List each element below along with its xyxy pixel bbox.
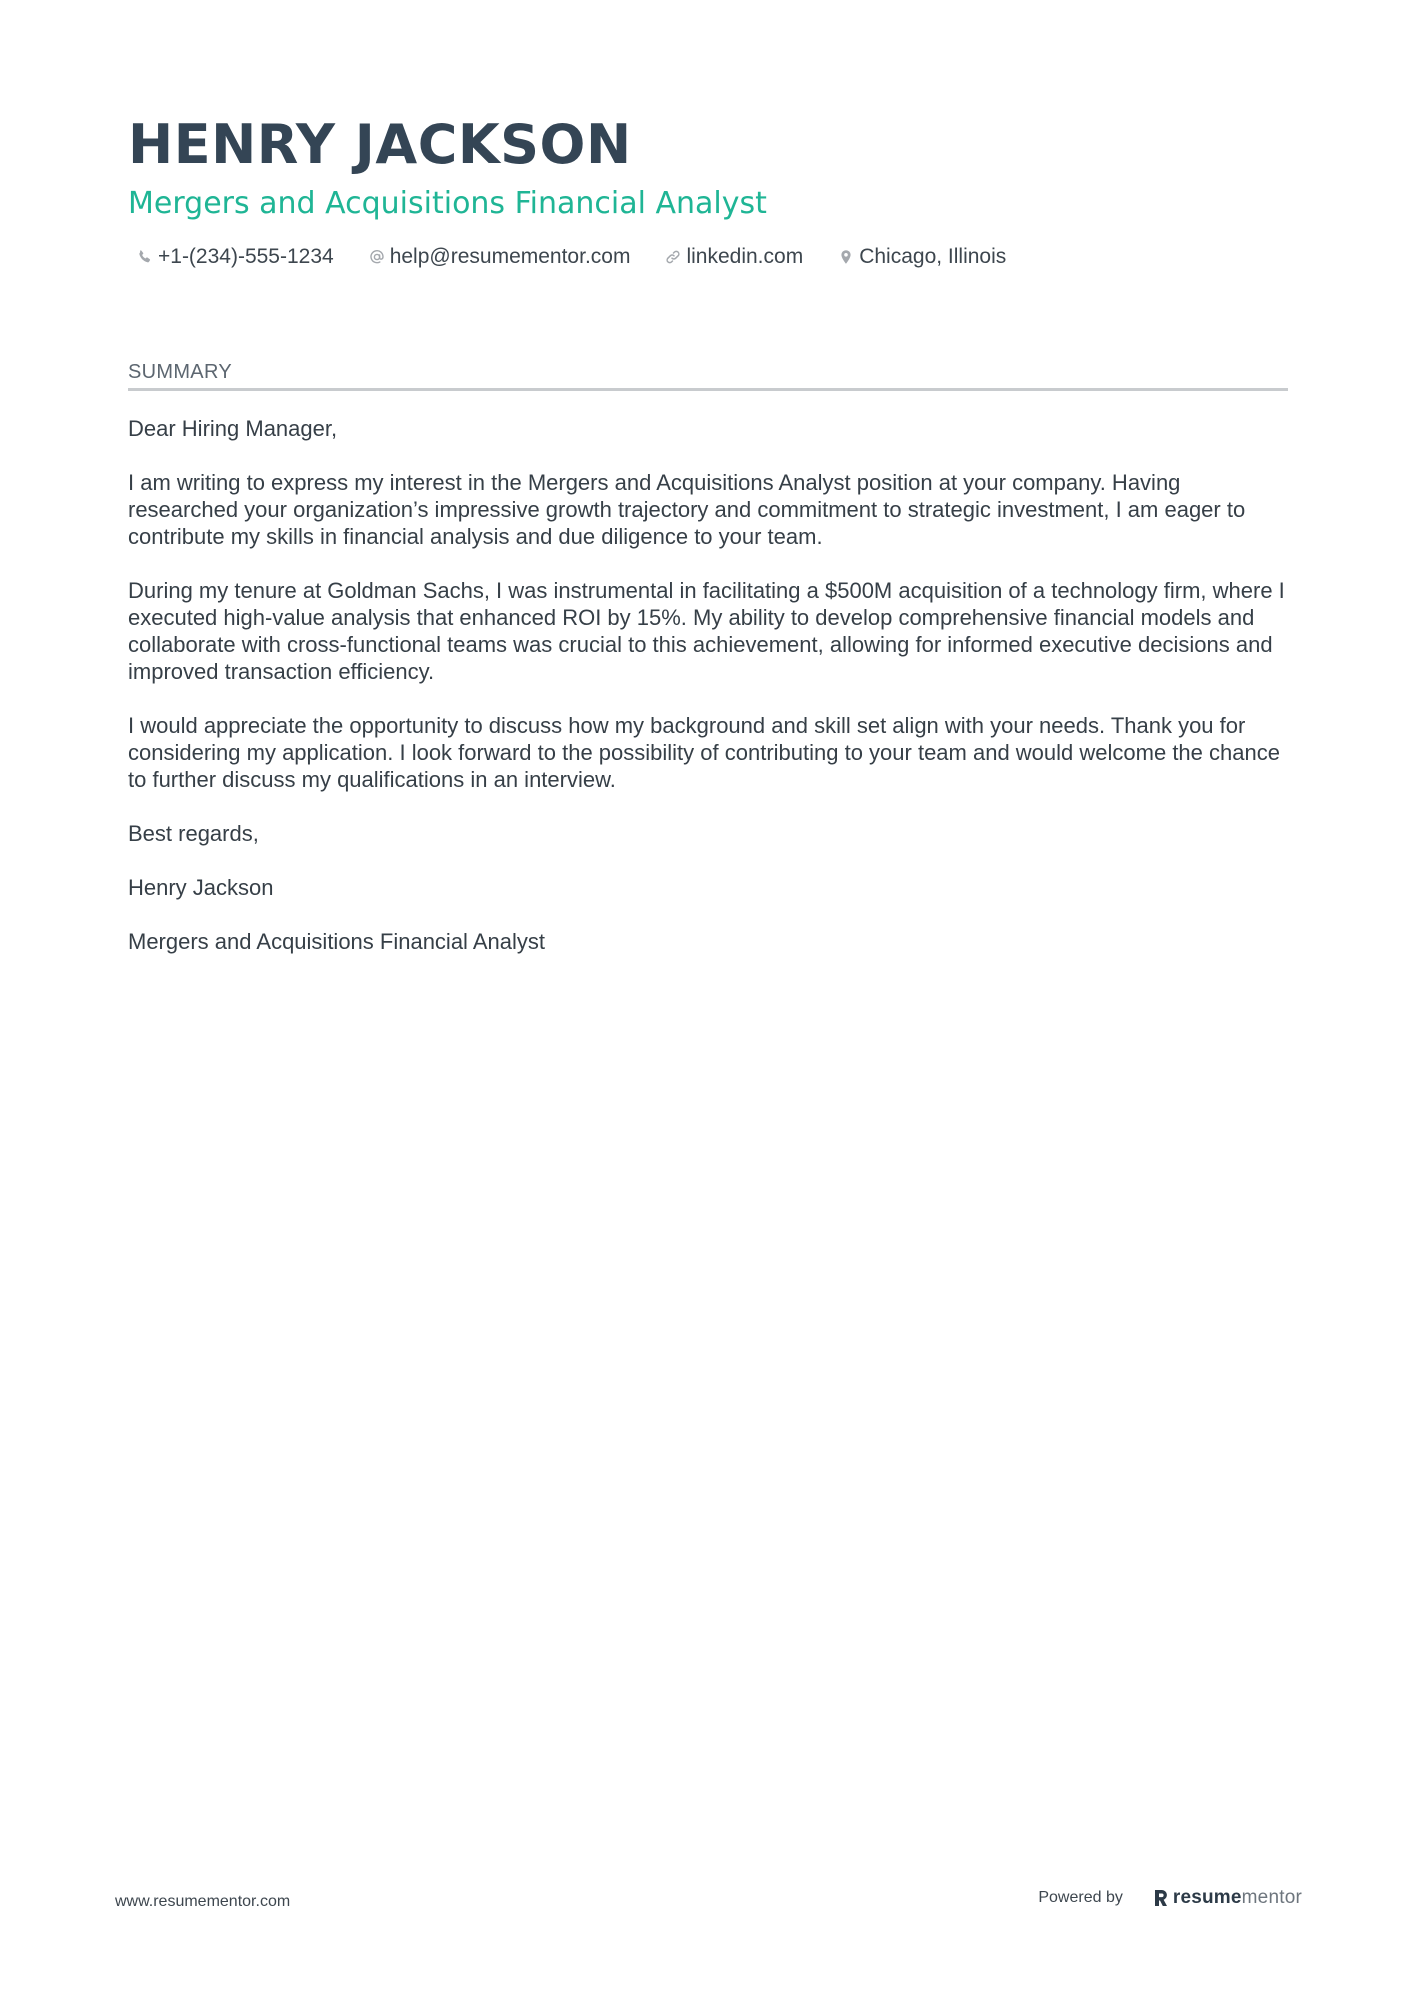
- header: [128, 112, 1288, 272]
- closing: Best regards,: [128, 821, 259, 846]
- brand-logo[interactable]: [1153, 1887, 1302, 1909]
- phone-text: +1-(234)-555-1234: [158, 245, 334, 268]
- at-icon: [368, 248, 386, 266]
- contact-list: [128, 242, 1288, 272]
- contact-location: [829, 245, 1006, 269]
- contact-email: [360, 245, 631, 269]
- footer-branding: [1038, 1887, 1302, 1909]
- link-icon: [664, 248, 682, 266]
- job-title: Mergers and Acquisitions Financial Analyst: [128, 186, 767, 221]
- section-heading: SUMMARY: [128, 358, 1288, 391]
- powered-by-label: Powered by: [1038, 1889, 1123, 1906]
- letter-paragraph: During my tenure at Goldman Sachs, I was instrumental in facilitating a $500M acquisition of a technology firm, where I executed high-value analysis that enhanced ROI by 15%. My ability to develop comprehensive financial models and collaborate with cross-functional teams was crucial to this achievement, allowing for informed executive decisions and improved transaction efficiency.: [128, 578, 1285, 684]
- brand-text-mentor: mentor: [1241, 1887, 1302, 1908]
- signature-title: Mergers and Acquisitions Financial Analyst: [128, 929, 545, 954]
- contact-phone: [128, 245, 334, 269]
- cover-letter-body: [128, 415, 1288, 955]
- location-text: Chicago, Illinois: [859, 245, 1007, 268]
- summary-section: [128, 358, 1288, 982]
- letter-paragraph: I am writing to express my interest in the Mergers and Acquisitions Analyst position at your company. Having researched your organization’s impressive growth trajectory and commitment to strategic investment, I am eager to contribute my skills in financial analysis and due diligence to your team.: [128, 470, 1246, 549]
- brand-text-resume: resume: [1172, 1887, 1242, 1908]
- linkedin-text: linkedin.com: [686, 245, 804, 268]
- contact-linkedin: [656, 245, 803, 269]
- brand-mark-icon: [1153, 1888, 1169, 1908]
- phone-icon: [136, 248, 154, 266]
- email-text: help@resumementor.com: [389, 245, 631, 268]
- footer-website[interactable]: www.resumementor.com: [115, 1893, 291, 1910]
- location-pin-icon: [837, 248, 855, 266]
- salutation: Dear Hiring Manager,: [128, 416, 338, 441]
- letter-paragraph: I would appreciate the opportunity to discuss how my background and skill set align with your needs. Thank you for considering my application. I look forward to the possibility of contributing to your team and would welcome the chance to further discuss my qualifications in an interview.: [128, 713, 1280, 792]
- signature-name: Henry Jackson: [128, 875, 274, 900]
- candidate-name: HENRY JACKSON: [128, 113, 632, 176]
